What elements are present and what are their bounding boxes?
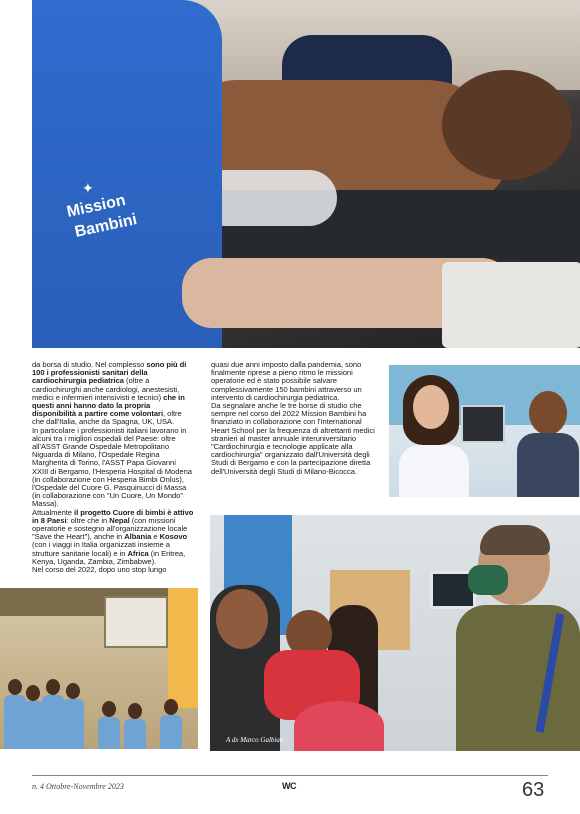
svg-text:Bambini: Bambini [73,211,139,241]
paragraph-6: Da segnalare anche le tre borse di studio che sempre nel corso del 2022 Mission Bambini ha finanziato in collaborazione con l'International Heart School per la frequenza di altrettanti medici stranieri al master annuale interuniversitario "Cardiochirurgia e tecnologie applicate alla cardiochirurgia" organizzato dall'Università degli Studi di Bergamo e con la partecipazione diretta dell'Università degli Studi di Milano-Bicocca. [211,401,375,476]
paragraph-2: In particolare i professionisti italiani lavorano in alcuni tra i migliori ospedali del Paese: oltre all'ASST Grande Ospedale Metropolitano Niguarda di Milano, l'Ospedale Regina Margherita di Torino, l'ASST Papa Giovanni XXIII di Bergamo, l'Hesperia Hospital di Modena (in collaborazione con Hesperia Bimbi Onlus), l'Ospedale del Cuore G. Pasquinucci di Massa (in collaborazione con "Un Cuore, Un Mondo" Massa). [32,425,192,509]
issue-info: n. 4 Ottobre-Novembre 2023 [32,782,124,791]
schoolchildren-photo [0,588,198,749]
footer-rule [32,775,548,776]
hospital-ward-photo [210,515,580,751]
article-column-1 [32,361,194,574]
paragraph-1: da borsa di studio. Nel complesso sono più di 100 i professionisti sanitari della cardiochirurgia pediatrica (oltre a cardiochirurghi anche cardiologi, anestesisti, medici e infermieri intensivisti e tecnici) che in questi anni hanno dato la propria disponibilità a partire come volontari, oltre che dall'Italia, anche da Spagna, UK, USA. [32,360,187,427]
magazine-mark: WC [282,781,296,791]
paragraph-5: quasi due anni imposto dalla pandemia, sono finalmente riprese a pieno ritmo le missioni operatorie ed è stato possibile salvare complessivamente 150 bambini attraverso un intervento di cardiochirurgia pediatrica. [211,360,362,402]
svg-text:✦: ✦ [82,180,94,196]
photo-credit: A dx Marco Galbiati [226,736,284,744]
doctor-with-boy-photo [389,365,580,497]
paragraph-4: Nel corso del 2022, dopo uno stop lungo [32,565,167,575]
mission-bambini-logo [62,175,182,255]
hero-photo [32,0,580,348]
paragraph-3: Attualmente il progetto Cuore di bimbi è attivo in 8 Paesi: oltre che in Nepal (con missioni operatorie e sostegno all'organizzazione locale "Save the Heart"), anche in Albania e Kosovo (con i viaggi in Italia organizzati insieme a strutture sanitarie locali) e in Africa (in Eritrea, Kenya, Uganda, Zambia, Zimbabwe). [32,507,194,566]
page-number: 63 [522,779,545,801]
svg-text:Mission: Mission [65,191,128,221]
article-column-2 [211,361,377,476]
